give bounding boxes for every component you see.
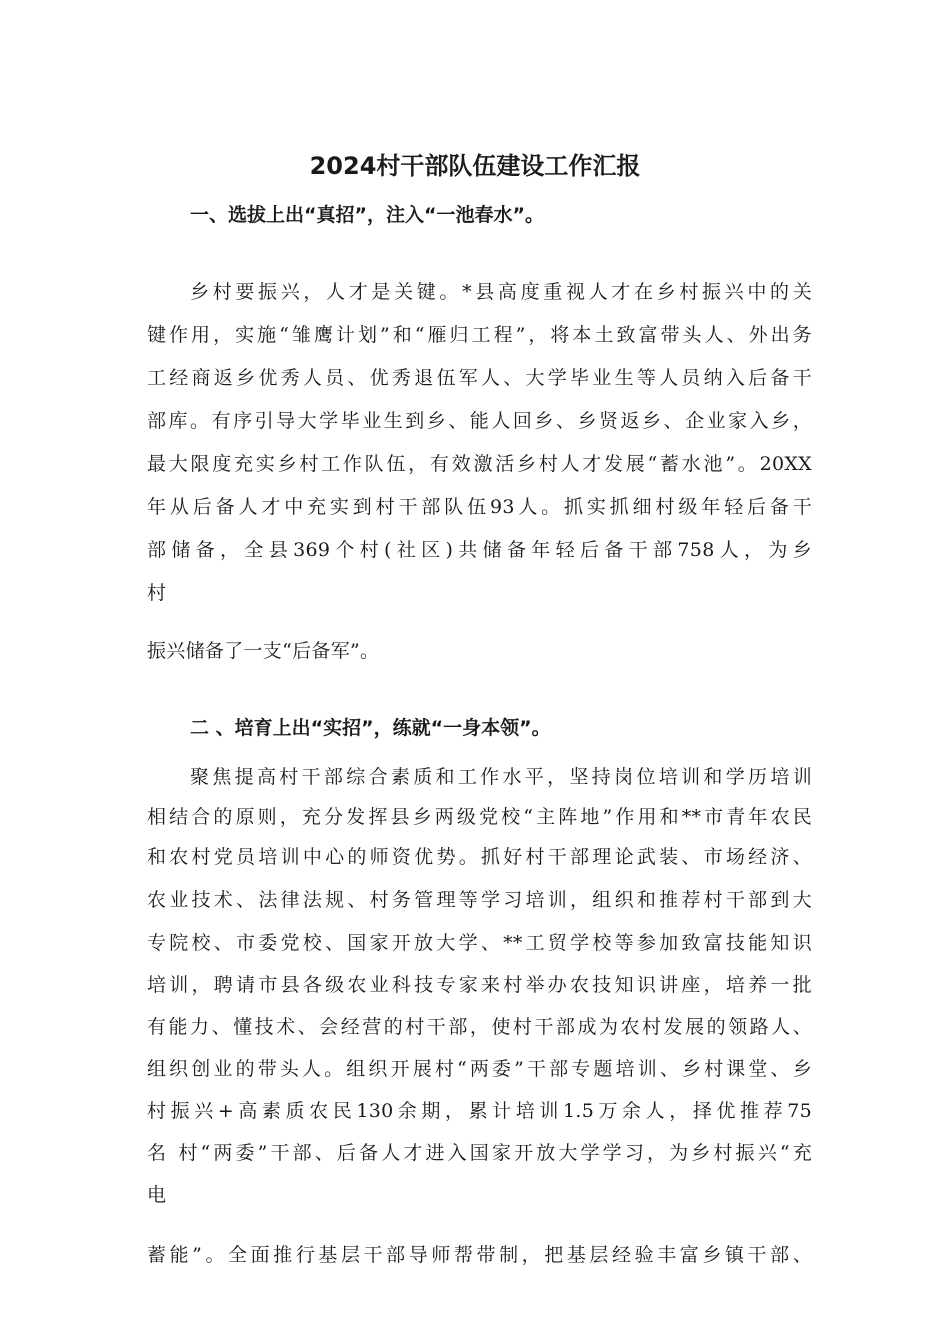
- section-1-line: 年从后备人才中充实到村干部队伍93人。抓实抓细村级年轻后备干: [147, 496, 812, 518]
- section-2-line: 名 村“两委”干部、后备人才进入国家开放大学学习，为乡村振兴“充: [147, 1142, 812, 1164]
- section-1-line: 工经商返乡优秀人员、优秀退伍军人、大学毕业生等人员纳入后备干: [147, 367, 812, 389]
- section-1-heading: 一、选拔上出“真招”，注入“一池春水”。: [190, 204, 544, 226]
- section-2-line: 电: [147, 1184, 167, 1206]
- section-2-line: 专院校、市委党校、国家开放大学、**工贸学校等参加致富技能知识: [147, 932, 812, 954]
- section-1-line: 乡村要振兴，人才是关键。*县高度重视人才在乡村振兴中的关: [190, 281, 812, 303]
- section-1-line: 部储备，全县369个村(社区)共储备年轻后备干部758人，为乡: [147, 539, 812, 561]
- section-2-line: 组织创业的带头人。组织开展村“两委”干部专题培训、乡村课堂、乡: [147, 1058, 812, 1080]
- section-2-line: 村振兴+高素质农民130余期，累计培训1.5万余人，择优推荐75: [147, 1100, 812, 1122]
- section-1-line: 部库。有序引导大学毕业生到乡、能人回乡、乡贤返乡、企业家入乡，: [147, 410, 812, 432]
- section-2-line: 培训，聘请市县各级农业科技专家来村举办农技知识讲座，培养一批: [147, 974, 812, 996]
- section-2-continuation: 蓄能”。全面推行基层干部导师帮带制，把基层经验丰富乡镇干部、: [147, 1244, 812, 1266]
- section-1-line: 村: [147, 582, 167, 604]
- section-2-line: 有能力、懂技术、会经营的村干部，使村干部成为农村发展的领路人、: [147, 1016, 812, 1038]
- section-1-continuation: 振兴储备了一支“后备军”。: [147, 640, 380, 662]
- section-2-line: 农业技术、法律法规、村务管理等学习培训，组织和推荐村干部到大: [147, 889, 812, 911]
- section-1-line: 键作用，实施“雏鹰计划”和“雁归工程”，将本土致富带头人、外出务: [147, 324, 812, 346]
- document-title: 2024村干部队伍建设工作汇报: [309, 152, 641, 180]
- section-2-line: 聚焦提高村干部综合素质和工作水平，坚持岗位培训和学历培训: [190, 766, 812, 788]
- section-2-line: 和农村党员培训中心的师资优势。抓好村干部理论武装、市场经济、: [147, 846, 812, 868]
- section-2-line: 相结合的原则，充分发挥县乡两级党校“主阵地”作用和**市青年农民: [147, 806, 812, 828]
- section-1-line: 最大限度充实乡村工作队伍，有效激活乡村人才发展“蓄水池”。20XX: [147, 453, 812, 475]
- section-2-heading: 二 、培育上出“实招”，练就“一身本领”。: [190, 717, 551, 739]
